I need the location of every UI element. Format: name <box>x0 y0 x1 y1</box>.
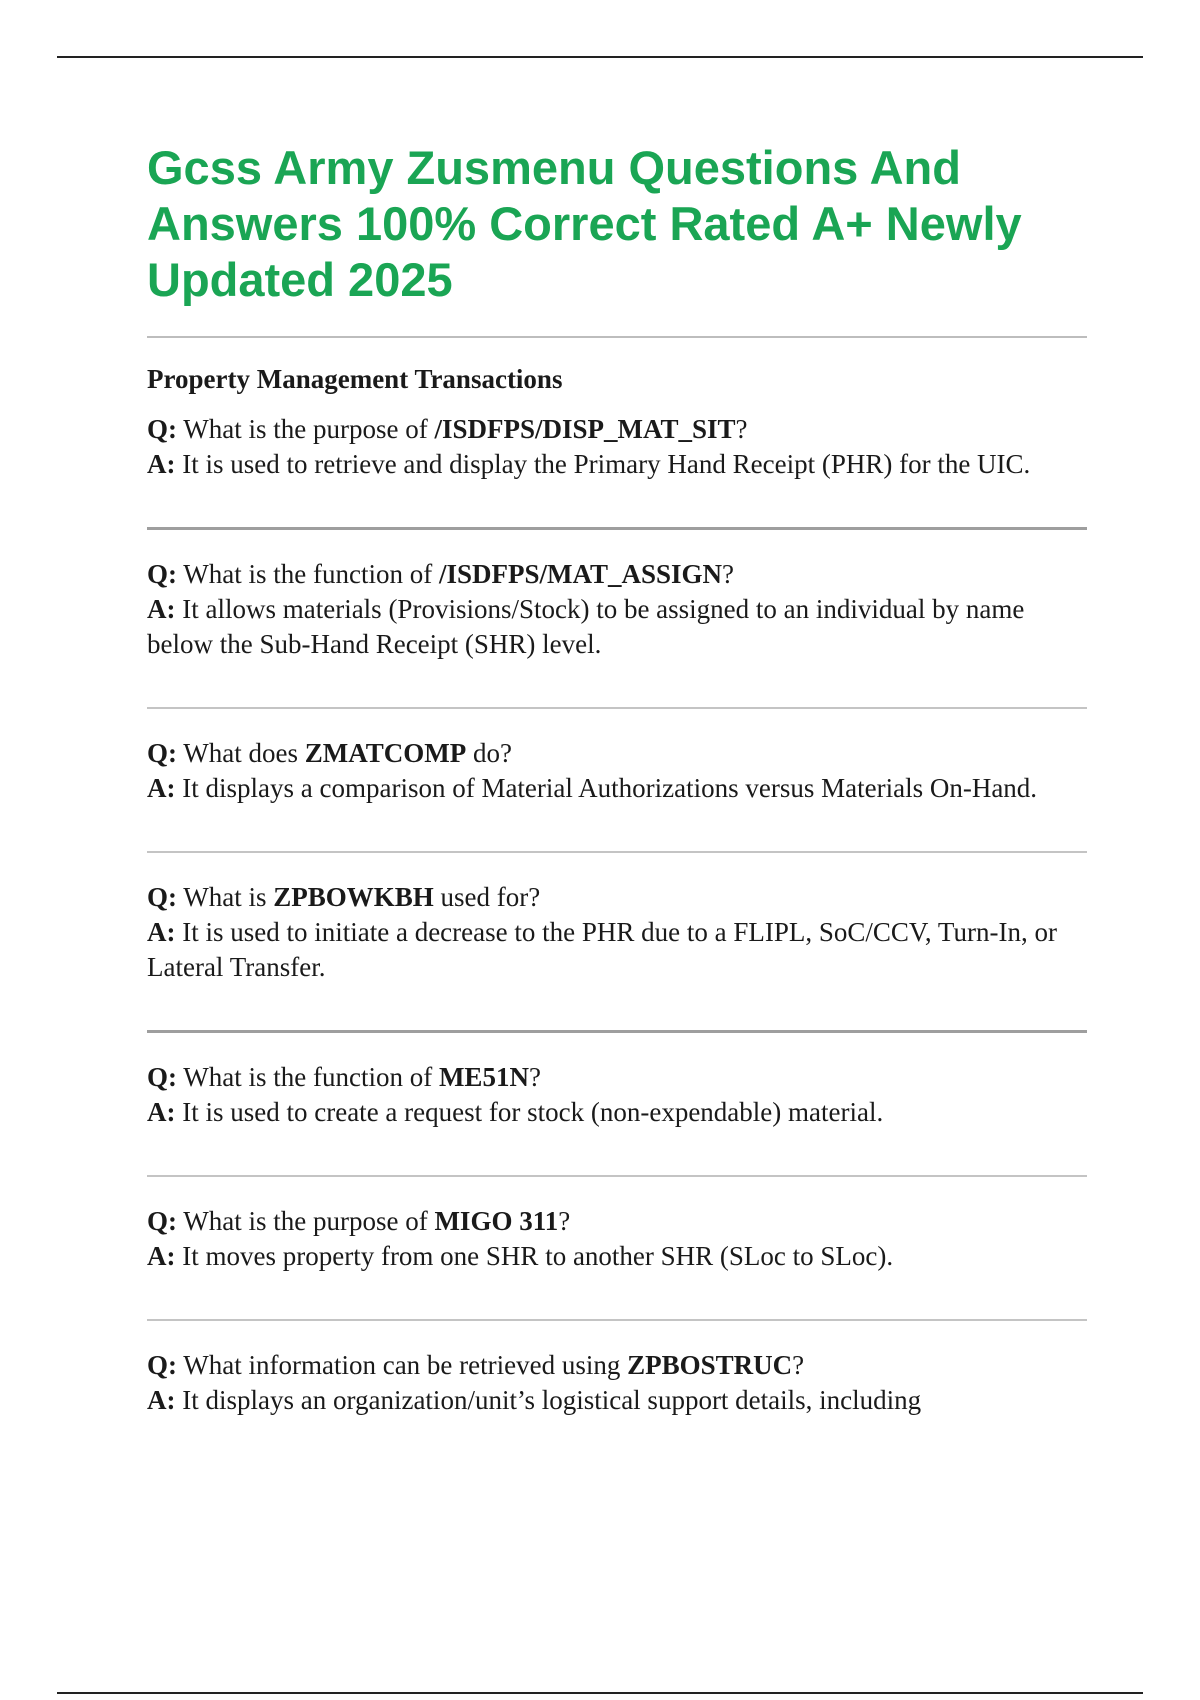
question <box>147 557 1087 592</box>
question-suffix: ? <box>558 1206 571 1236</box>
transaction-code: /ISDFPS/DISP_MAT_SIT <box>434 414 736 444</box>
question-suffix: ? <box>722 559 734 589</box>
qa-divider <box>147 527 1087 530</box>
question-label: Q: <box>147 882 177 912</box>
answer <box>147 1095 1087 1130</box>
document-title: Gcss Army Zusmenu Questions And Answers 100% Correct Rated A+ Newly Updated 2025 <box>147 141 1022 306</box>
document-body <box>147 140 1087 1418</box>
answer-label: A: <box>147 773 176 803</box>
answer-text: It displays an organization/unit’s logistical support details, including <box>182 1385 922 1415</box>
answer <box>147 1383 1087 1418</box>
question-label: Q: <box>147 738 177 768</box>
answer <box>147 771 1087 806</box>
answer-label: A: <box>147 594 176 624</box>
question-suffix: ? <box>528 1062 541 1092</box>
question <box>147 1204 1087 1239</box>
answer-text: It moves property from one SHR to another SHR (SLoc to SLoc). <box>182 1241 894 1271</box>
answer-label: A: <box>147 1241 176 1271</box>
answer-label: A: <box>147 449 176 479</box>
qa-divider <box>147 851 1087 853</box>
answer-label: A: <box>147 917 176 947</box>
qa-item <box>147 1204 1087 1274</box>
transaction-code: ZPBOWKBH <box>273 882 434 912</box>
transaction-code: ZPBOSTRUC <box>627 1350 793 1380</box>
question <box>147 412 1087 447</box>
transaction-code: /ISDFPS/MAT_ASSIGN <box>438 559 723 589</box>
question-suffix: ? <box>792 1350 805 1380</box>
answer-label: A: <box>147 1385 176 1415</box>
question-suffix: used for? <box>433 882 541 912</box>
answer-text: It is used to create a request for stock (non-expendable) material. <box>182 1097 884 1127</box>
question-label: Q: <box>147 1062 177 1092</box>
title-divider <box>147 336 1087 338</box>
question-text: What is the function of <box>183 559 439 589</box>
question-text: What is the purpose of <box>183 1206 435 1236</box>
qa-divider <box>147 1030 1087 1033</box>
page-top-rule <box>57 56 1143 58</box>
page-bottom-rule <box>57 1692 1143 1694</box>
qa-item <box>147 880 1087 985</box>
qa-item <box>147 1060 1087 1130</box>
section-heading: Property Management Transactions <box>147 364 563 394</box>
question-suffix: do? <box>466 738 512 768</box>
question-text: What information can be retrieved using <box>183 1350 628 1380</box>
answer-text: It is used to initiate a decrease to the PHR due to a FLIPL, SoC/CCV, Turn-In, or Lateral Transfer. <box>147 917 1057 982</box>
qa-item <box>147 412 1087 482</box>
question-label: Q: <box>147 559 177 589</box>
answer <box>147 592 1087 662</box>
question <box>147 1060 1087 1095</box>
transaction-code: MIGO 311 <box>434 1206 559 1236</box>
answer-text: It allows materials (Provisions/Stock) to be assigned to an individual by name below the Sub-Hand Receipt (SHR) level. <box>147 594 1025 659</box>
question <box>147 880 1087 915</box>
question-suffix: ? <box>735 414 748 444</box>
answer <box>147 915 1087 985</box>
qa-divider <box>147 1175 1087 1177</box>
question <box>147 1348 1087 1383</box>
question-text: What is <box>183 882 274 912</box>
question-label: Q: <box>147 1206 177 1236</box>
question-label: Q: <box>147 1350 177 1380</box>
transaction-code: ZMATCOMP <box>304 738 467 768</box>
question <box>147 736 1087 771</box>
question-text: What is the purpose of <box>183 414 435 444</box>
question-label: Q: <box>147 414 177 444</box>
answer-label: A: <box>147 1097 176 1127</box>
answer <box>147 447 1087 482</box>
question-text: What does <box>183 738 305 768</box>
answer-text: It displays a comparison of Material Authorizations versus Materials On-Hand. <box>182 773 1038 803</box>
question-text: What is the function of <box>183 1062 439 1092</box>
answer <box>147 1239 1087 1274</box>
qa-divider <box>147 1319 1087 1321</box>
qa-item <box>147 736 1087 806</box>
answer-text: It is used to retrieve and display the Primary Hand Receipt (PHR) for the UIC. <box>182 449 1031 479</box>
qa-item <box>147 1348 1087 1418</box>
transaction-code: ME51N <box>438 1062 529 1092</box>
qa-divider <box>147 707 1087 709</box>
qa-item <box>147 557 1087 662</box>
